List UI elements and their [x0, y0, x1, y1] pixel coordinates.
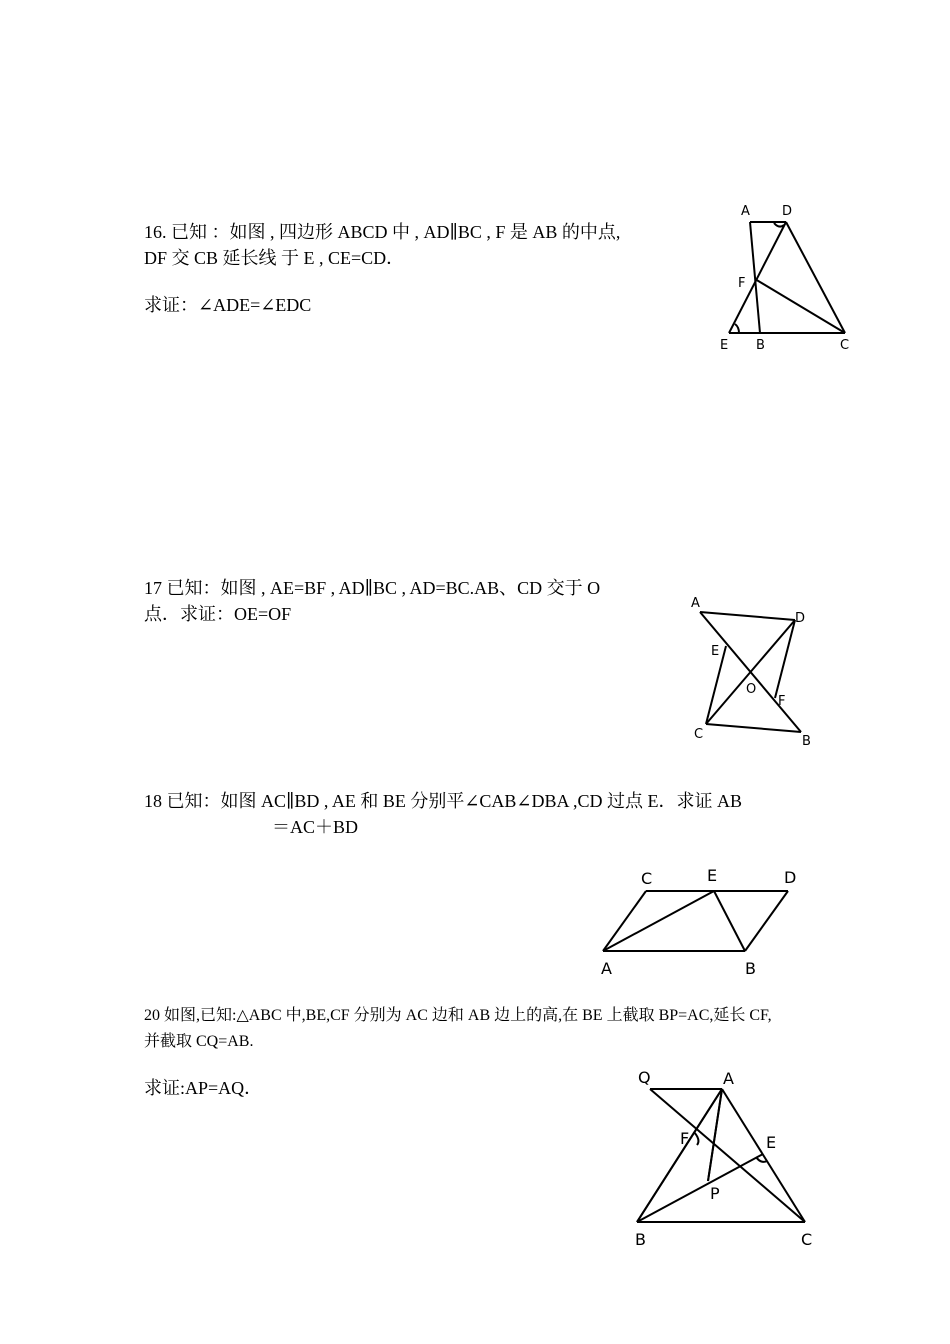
- label-A: A: [691, 596, 700, 611]
- label-A: A: [741, 204, 750, 219]
- problem-17-line-2: 点．求证：OE=OF: [144, 604, 292, 624]
- problem-17-line-1: 17 已知：如图 , AE=BF , AD∥BC , AD=BC.AB、CD 交于 O: [144, 578, 601, 598]
- label-F: F: [680, 1129, 690, 1148]
- figure-18-quadrilateral: [595, 862, 810, 982]
- label-D: D: [784, 868, 797, 887]
- label-O: O: [746, 682, 757, 697]
- label-C: C: [641, 869, 653, 888]
- label-B: B: [745, 959, 756, 978]
- label-D: D: [782, 204, 793, 219]
- problem-20-line-1: 20 如图,已知:△ABC 中,BE,CF 分别为 AC 边和 AB 边上的高,在 BE 上截取 BP=AC,延长 CF,: [144, 1007, 772, 1024]
- problem-16-line-2: DF 交 CB 延长线 于 E , CE=CD．: [144, 248, 405, 268]
- label-E: E: [720, 338, 729, 353]
- figure-20-triangle: [625, 1062, 825, 1252]
- problem-20-line-2: 并截取 CQ=AB.: [144, 1033, 254, 1050]
- problem-18-line-1: 18 已知：如图 AC∥BD , AE 和 BE 分别平∠CAB∠DBA ,CD 过点 E．求证 AB: [144, 791, 743, 811]
- problem-16-proof: 求证：∠ADE=∠EDC: [144, 295, 312, 315]
- label-A: A: [723, 1069, 734, 1088]
- label-E: E: [766, 1133, 777, 1152]
- label-E: E: [711, 644, 720, 659]
- label-F: F: [778, 694, 786, 709]
- label-E: E: [707, 866, 718, 885]
- label-Q: Q: [638, 1068, 651, 1087]
- label-C: C: [840, 338, 850, 353]
- label-C: C: [694, 727, 704, 742]
- label-A: A: [601, 959, 612, 978]
- problem-18-line-2: ＝AC＋BD: [272, 817, 359, 837]
- label-F: F: [738, 276, 746, 291]
- problem-20-proof: 求证:AP=AQ．: [144, 1078, 263, 1098]
- label-P: P: [710, 1184, 720, 1203]
- label-C: C: [801, 1230, 813, 1249]
- figure-16-trapezoid: [700, 195, 870, 360]
- label-B: B: [802, 734, 811, 749]
- figure-17-parallelogram: [680, 590, 830, 755]
- label-B: B: [635, 1230, 646, 1249]
- label-B: B: [756, 338, 765, 353]
- label-D: D: [795, 611, 806, 626]
- problem-16-line-1: 16. 已知 ：如图 , 四边形 ABCD 中 , AD∥BC , F 是 AB 的中点,: [144, 222, 621, 242]
